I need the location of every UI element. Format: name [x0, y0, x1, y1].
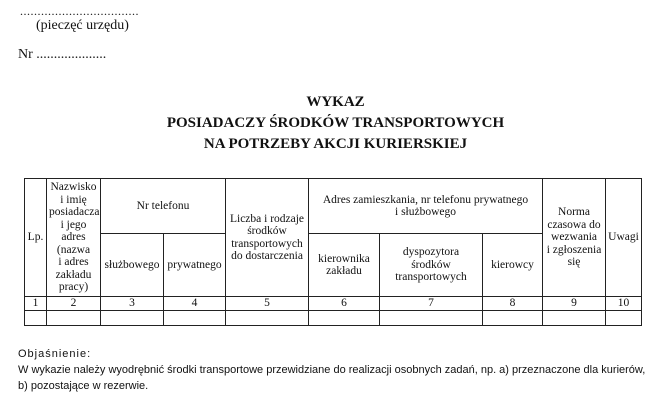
- header-dispatcher: dyspozytora środków transportowych: [380, 234, 483, 297]
- empty-cell: [226, 310, 309, 325]
- document-title: WYKAZ: [306, 94, 365, 110]
- header-name: Nazwisko i imię posiadacza i jego adres (nazwa i adres zakładu pracy): [47, 179, 101, 297]
- empty-cell: [164, 310, 226, 325]
- column-numbers-row: [25, 297, 642, 311]
- column-number: 10: [606, 297, 642, 311]
- empty-cell: [606, 310, 642, 325]
- column-number: 8: [483, 297, 543, 311]
- column-number: 3: [101, 297, 164, 311]
- header-vehicles: Liczba i rodzaje środków transportowych do dostarczenia: [226, 179, 309, 297]
- column-number: 7: [380, 297, 483, 311]
- empty-cell: [380, 310, 483, 325]
- empty-cell: [101, 310, 164, 325]
- empty-cell: [25, 310, 47, 325]
- column-number: 1: [25, 297, 47, 311]
- column-number: 9: [543, 297, 606, 311]
- stamp-dots: ..................................: [20, 4, 139, 18]
- document-subtitle-2: NA POTRZEBY AKCJI KURIERSKIEJ: [203, 136, 468, 152]
- header-phone: Nr telefonu: [101, 179, 226, 234]
- document-number: Nr ....................: [18, 47, 107, 62]
- column-number: 6: [309, 297, 380, 311]
- header-phone-private: prywatnego: [164, 234, 226, 297]
- header-remarks: Uwagi: [606, 179, 642, 297]
- header-lp: Lp.: [25, 179, 47, 297]
- column-number: 2: [47, 297, 101, 311]
- header-manager: kierownika zakładu: [309, 234, 380, 297]
- document-subtitle-1: POSIADACZY ŚRODKÓW TRANSPORTOWYCH: [166, 115, 505, 131]
- empty-cell: [543, 310, 606, 325]
- header-time-norm: Norma czasowa do wezwania i zgłoszenia się: [543, 179, 606, 297]
- note-line-2: b) pozostające w rezerwie.: [18, 380, 149, 392]
- empty-cell: [483, 310, 543, 325]
- column-number: 5: [226, 297, 309, 311]
- stamp-label: (pieczęć urzędu): [36, 18, 129, 33]
- note-heading: Objaśnienie:: [18, 348, 92, 360]
- empty-cell: [309, 310, 380, 325]
- note-line-1: W wykazie należy wyodrębnić środki transportowe przewidziane do realizacji osobnych zadań, np. a) przeznaczone dla kurierów,: [18, 364, 646, 376]
- header-phone-work: służbowego: [101, 234, 164, 297]
- empty-cell: [47, 310, 101, 325]
- empty-data-row: [25, 310, 642, 325]
- register-table: [24, 178, 642, 326]
- column-number: 4: [164, 297, 226, 311]
- header-driver: kierowcy: [483, 234, 543, 297]
- header-address: Adres zamieszkania, nr telefonu prywatnego i służbowego: [309, 179, 543, 234]
